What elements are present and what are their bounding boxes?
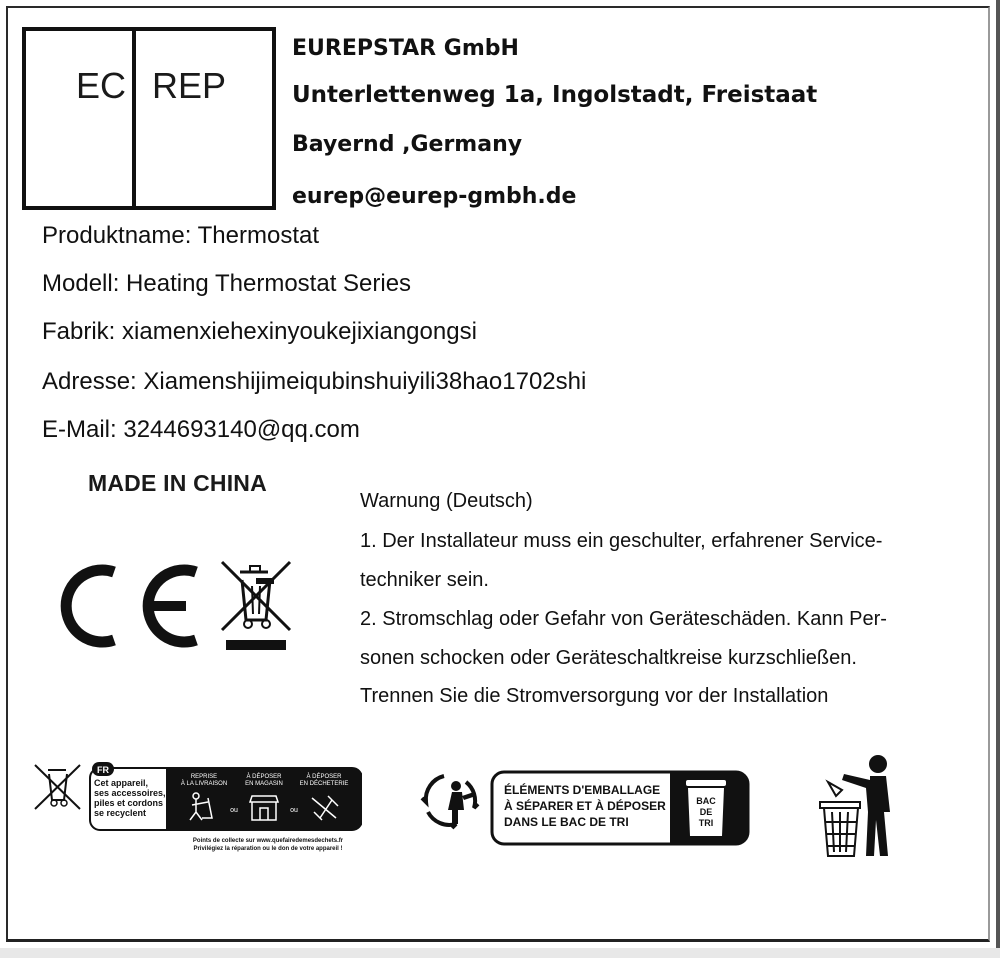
fr-footer-2: Privilégiez la réparation ou le don de votre appareil ! — [193, 846, 343, 852]
product-factory: Fabrik: xiamenxiehexinyoukejixiangongsi — [42, 318, 477, 345]
packaging-sorting-label — [490, 770, 750, 846]
fr-option2-b: EN MAGASIN — [245, 781, 283, 787]
warning-title: Warnung (Deutsch) — [360, 490, 533, 512]
triman-icon — [418, 768, 484, 832]
fr-or-2: ou — [290, 807, 298, 814]
pack-line-1: ÉLÉMENTS D'EMBALLAGE — [504, 783, 661, 797]
product-model: Modell: Heating Thermostat Series — [42, 270, 412, 297]
made-in-china: MADE IN CHINA — [88, 470, 267, 496]
ce-mark-icon — [52, 560, 202, 652]
product-address: Adresse: Xiamenshijimeiqubinshuiyili38hao1702shi — [42, 368, 587, 395]
fr-text-3: piles et cordons — [94, 798, 164, 808]
fr-badge: FR — [97, 765, 109, 775]
bin-label-1: BAC — [696, 796, 716, 806]
rep-address-line1: Unterlettenweg 1a, Ingolstadt, Freistaat — [292, 82, 818, 108]
fr-footer-1: Points de collecte sur www.quefairedemesdechets.fr — [192, 838, 344, 844]
small-weee-bin-icon — [32, 762, 84, 812]
fr-text-1: Cet appareil, — [94, 778, 149, 788]
product-name: Produktname: Thermostat — [42, 222, 320, 249]
ec-rep-symbol — [22, 27, 276, 210]
warning-line3: 2. Stromschlag oder Gefahr von Geräteschäden. Kann Per- — [360, 608, 887, 630]
rep-address-line2: Bayernd ,Germany — [292, 132, 523, 157]
bin-label-3: TRI — [698, 818, 714, 828]
warning-line1: 1. Der Installateur muss ein geschulter, erfahrener Service- — [360, 530, 883, 552]
warning-line4: sonen schocken oder Geräteschaltkreise kurzschließen. — [360, 647, 857, 669]
sorting-bin-icon — [686, 780, 726, 836]
ec-rep-divider — [132, 31, 136, 206]
product-email: E-Mail: 3244693140@qq.com — [42, 416, 360, 443]
fr-option3-b: EN DÉCHETERIE — [299, 781, 349, 787]
rep-text: REP — [152, 65, 227, 106]
fr-option3-a: À DÉPOSER — [306, 774, 342, 780]
fr-option1-b: À LA LIVRAISON — [180, 781, 228, 787]
fr-text-4: se recyclent — [94, 808, 147, 818]
bin-label-2: DE — [699, 807, 713, 817]
fr-or-1: ou — [230, 807, 238, 814]
bottom-edge — [0, 948, 1000, 958]
rep-company: EUREPSTAR GmbH — [292, 36, 519, 61]
warning-line5: Trennen Sie die Stromversorgung vor der Installation — [360, 685, 829, 707]
pack-line-2: À SÉPARER ET À DÉPOSER — [504, 799, 666, 813]
warning-line2: techniker sein. — [360, 569, 489, 591]
fr-option2-a: À DÉPOSER — [246, 774, 282, 780]
weee-bin-icon — [218, 558, 294, 658]
pack-line-3: DANS LE BAC DE TRI — [504, 815, 629, 829]
right-edge — [996, 0, 1000, 958]
triman-fr-label — [88, 762, 362, 854]
tidy-man-icon — [818, 752, 902, 860]
fr-text-2: ses accessoires, — [94, 788, 166, 798]
rep-email: eurep@eurep-gmbh.de — [292, 184, 577, 209]
fr-option1-a: REPRISE — [190, 774, 218, 780]
ec-text: EC — [76, 65, 127, 106]
